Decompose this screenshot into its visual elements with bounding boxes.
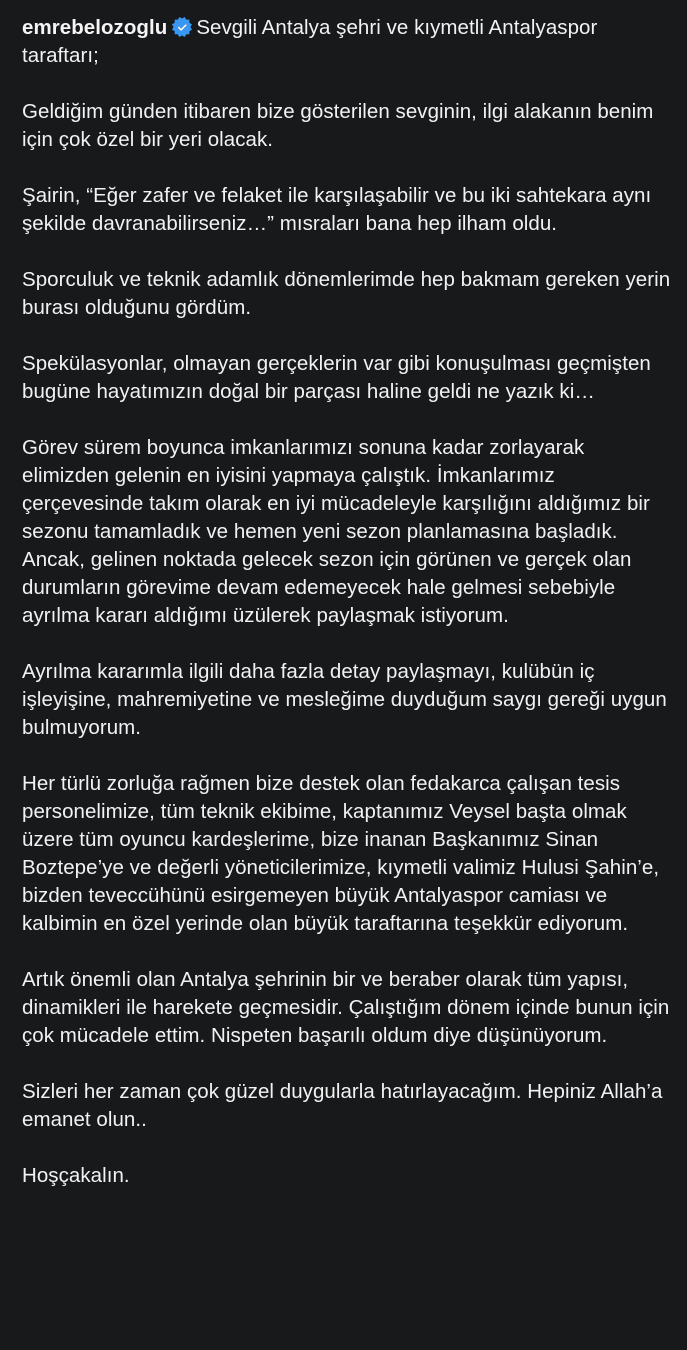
- username-link[interactable]: emrebelozoglu: [22, 16, 168, 39]
- post-caption: [22, 14, 672, 1190]
- caption-paragraph-4: Sporculuk ve teknik adamlık dönemlerimde hep bakmam gereken yerin burası olduğunu gördüm.: [22, 268, 671, 319]
- caption-text: Sevgili Antalya şehri ve kıymetli Antalyaspor taraftarı;: [22, 16, 598, 67]
- caption-paragraph-10: Sizleri her zaman çok güzel duygularla hatırlayacağım. Hepiniz Allah’a emanet olun..: [22, 1080, 663, 1131]
- caption-paragraph-9: Artık önemli olan Antalya şehrinin bir ve beraber olarak tüm yapısı, dinamikleri ile harekete geçmesidir. Çalıştığım dönem içinde bunun için çok mücadele ettim. Nispeten başarılı oldum diye düşünüyorum.: [22, 968, 670, 1047]
- caption-paragraph-8: Her türlü zorluğa rağmen bize destek olan fedakarca çalışan tesis personelimize, tüm teknik ekibime, kaptanımız Veysel başta olmak üzere tüm oyuncu kardeşlerime, bize inanan Başkanımız Sinan Boztepe’ye ve değerli yöneticilerimize, kıymetli valimiz Hulusi Şahin’e, bizden teveccühünü esirgemeyen büyük Antalyaspor camiası ve kalbimin en özel yerinde olan büyük taraftarına teşekkür ediyorum.: [22, 772, 660, 935]
- caption-paragraph-11: Hoşçakalın.: [22, 1164, 130, 1187]
- caption-paragraph-7: Ayrılma kararımla ilgili daha fazla detay paylaşmayı, kulübün iç işleyişine, mahremiyetine ve mesleğime duyduğum saygı gereği uygun bulmuyorum.: [22, 660, 667, 739]
- caption-paragraph-2: Geldiğim günden itibaren bize gösterilen sevginin, ilgi alakanın benim için çok özel bir yeri olacak.: [22, 100, 654, 151]
- caption-paragraph-6: Görev sürem boyunca imkanlarımızı sonuna kadar zorlayarak elimizden gelenin en iyisini yapmaya çalıştık. İmkanlarımız çerçevesinde takım olarak en iyi mücadeleyle karşılığını aldığımız bir sezonu tamamladık ve hemen yeni sezon planlamasına başladık. Ancak, gelinen noktada gelecek sezon için görünen ve gerçek olan durumların görevime devam edemeyecek hale gelmesi sebebiyle ayrılma kararı aldığımı üzülerek paylaşmak istiyorum.: [22, 436, 650, 627]
- verified-badge-icon: [172, 17, 192, 37]
- caption-paragraph-1: [22, 14, 672, 70]
- caption-paragraph-5: Spekülasyonlar, olmayan gerçeklerin var gibi konuşulması geçmişten bugüne hayatımızın doğal bir parçası haline geldi ne yazık ki…: [22, 352, 651, 403]
- caption-paragraph-3: Şairin, “Eğer zafer ve felaket ile karşılaşabilir ve bu iki sahtekara aynı şekilde davranabilirseniz…” mısraları bana hep ilham oldu.: [22, 184, 652, 235]
